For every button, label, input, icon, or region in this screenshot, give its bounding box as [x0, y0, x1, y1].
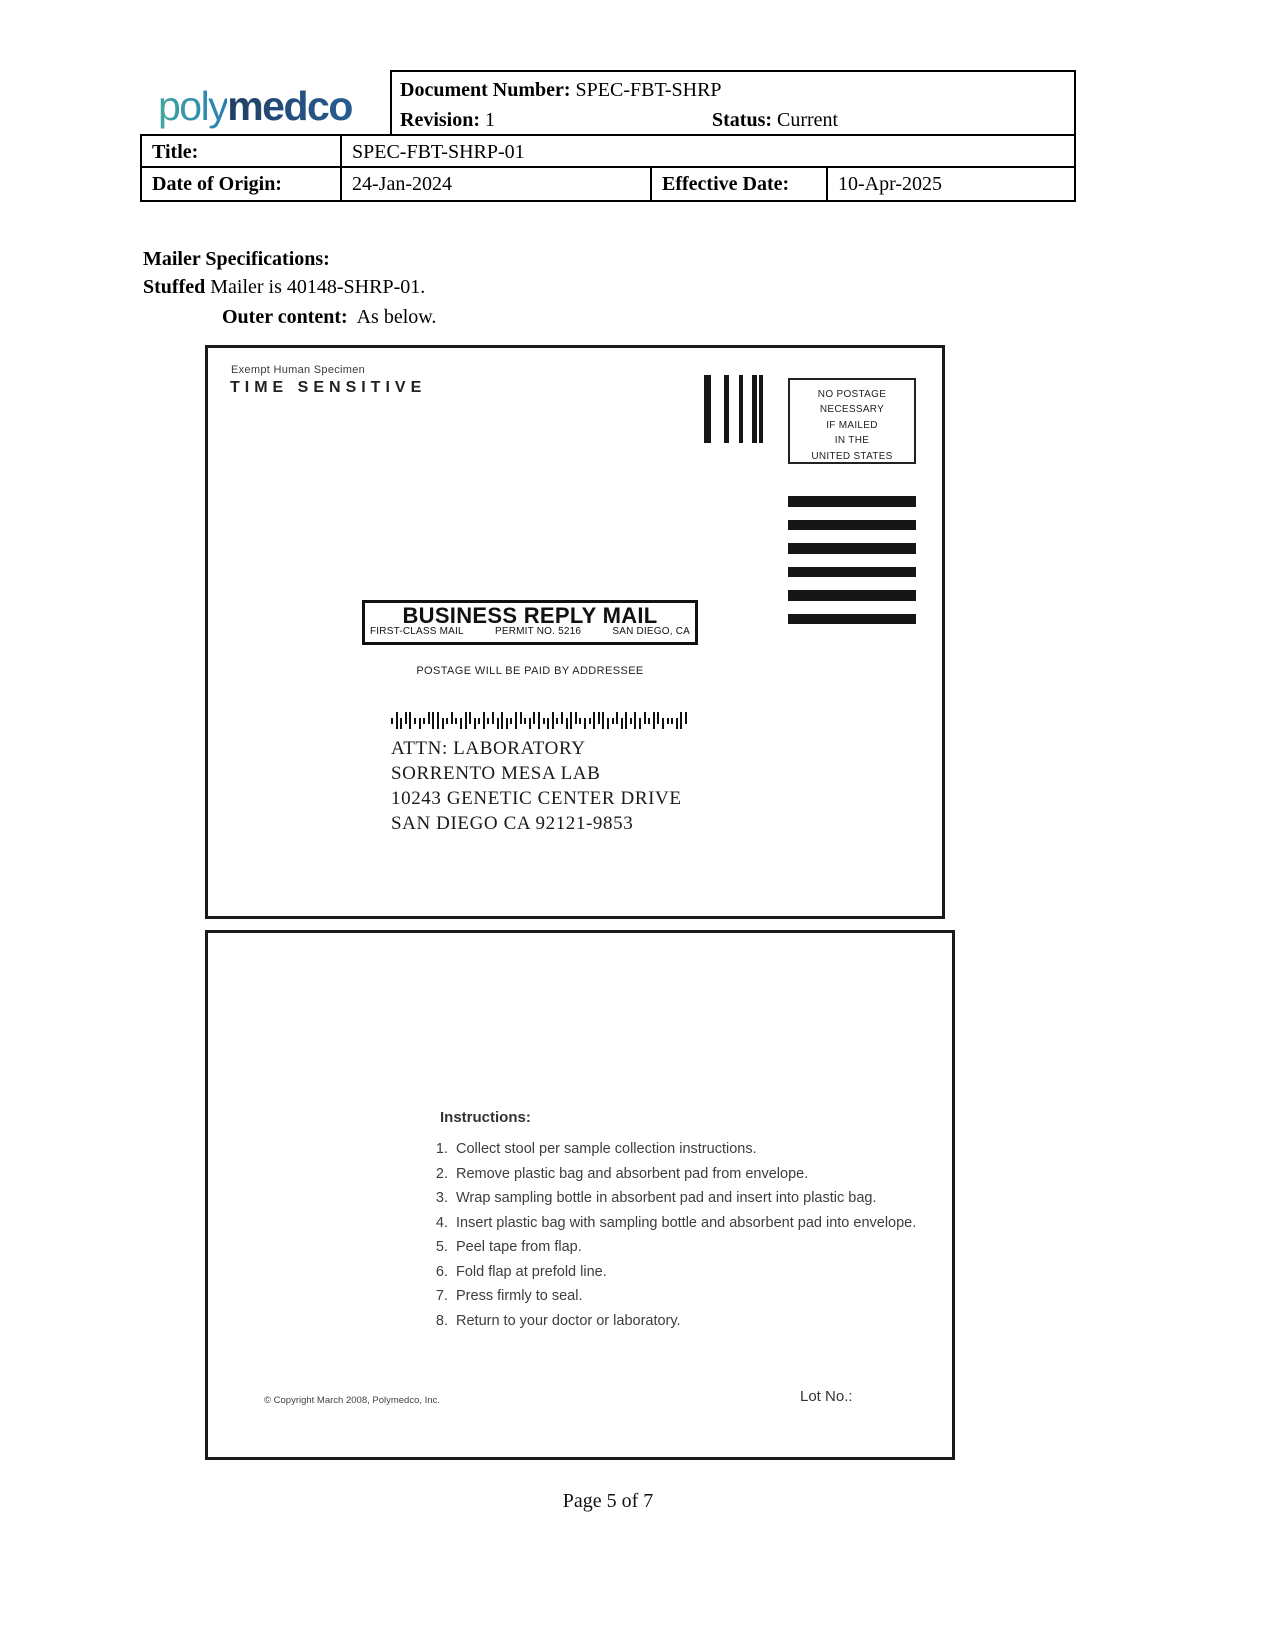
logo-medco-text: medco	[227, 83, 352, 129]
business-reply-mail-title: BUSINESS REPLY MAIL	[402, 603, 658, 628]
instruction-item: 3. Wrap sampling bottle in absorbent pad and insert into plastic bag.	[452, 1186, 916, 1211]
exempt-specimen-text: Exempt Human Specimen	[231, 364, 366, 376]
no-postage-line: UNITED STATES	[811, 450, 893, 462]
date-row	[140, 166, 1076, 202]
instruction-item: 1. Collect stool per sample collection instructions.	[452, 1137, 916, 1162]
instruction-item: 6. Fold flap at prefold line.	[452, 1260, 916, 1285]
date-origin-label: Date of Origin:	[142, 168, 342, 200]
date-origin-value: 24-Jan-2024	[342, 168, 652, 200]
instructions-heading: Instructions:	[440, 1109, 531, 1126]
no-postage-line: NECESSARY	[819, 404, 885, 416]
business-reply-mail-box	[362, 600, 698, 645]
first-class-mail-text: FIRST-CLASS MAIL	[370, 626, 464, 637]
document-number-line	[400, 75, 1066, 105]
document-number-label: Document Number:	[400, 79, 571, 101]
effective-date-value: 10-Apr-2025	[838, 173, 943, 195]
reply-mailer-envelope	[205, 345, 945, 919]
time-sensitive-text: TIME SENSITIVE	[230, 379, 427, 396]
title-label: Title:	[142, 136, 342, 166]
outer-content-line	[222, 304, 436, 330]
outer-content-rest: As below.	[347, 306, 437, 328]
instruction-item: 5. Peel tape from flap.	[452, 1235, 916, 1260]
title-value: SPEC-FBT-SHRP-01	[352, 141, 525, 163]
address-line: SORRENTO MESA LAB	[391, 763, 601, 784]
instruction-item: 4. Insert plastic bag with sampling bottle and absorbent pad into envelope.	[452, 1211, 916, 1236]
document-number-cell	[390, 70, 1076, 136]
postal-stripes-icon	[788, 496, 916, 637]
revision-value: 1	[485, 109, 495, 131]
business-reply-mail-subtitle	[365, 626, 695, 637]
instruction-item: 8. Return to your doctor or laboratory.	[452, 1309, 916, 1334]
document-number-value: SPEC-FBT-SHRP	[575, 79, 722, 101]
stuffed-rest: Mailer is 40148-SHRP-01.	[205, 276, 426, 298]
intelligent-mail-barcode-icon	[391, 712, 690, 729]
permit-number-text: PERMIT NO. 5216	[494, 626, 582, 637]
facing-bars-icon	[704, 375, 763, 443]
permit-city-text: SAN DIEGO, CA	[612, 626, 690, 637]
address-block	[391, 736, 682, 836]
mailer-specifications-heading: Mailer Specifications:	[143, 248, 330, 270]
no-postage-line: IF MAILED	[826, 419, 878, 431]
polymedco-logo	[158, 83, 352, 129]
status-value: Current	[777, 109, 839, 131]
revision-label: Revision:	[400, 109, 480, 131]
status-pair	[712, 105, 838, 135]
instructions-panel	[205, 930, 955, 1460]
lot-number-label: Lot No.:	[800, 1388, 853, 1405]
instruction-item: 7. Press firmly to seal.	[452, 1284, 916, 1309]
status-label: Status:	[712, 109, 773, 131]
header-table	[140, 70, 1076, 202]
copyright-text: © Copyright March 2008, Polymedco, Inc.	[264, 1395, 440, 1406]
stuffed-mailer-line	[143, 274, 425, 300]
title-row	[140, 134, 1076, 168]
address-line: 10243 GENETIC CENTER DRIVE	[391, 788, 682, 809]
postage-paid-text: POSTAGE WILL BE PAID BY ADDRESSEE	[416, 665, 644, 677]
outer-content-label: Outer content:	[222, 306, 348, 328]
stuffed-bold: Stuffed	[143, 276, 206, 298]
no-postage-box	[788, 378, 916, 464]
address-line: ATTN: LABORATORY	[391, 738, 586, 759]
instruction-item: 2. Remove plastic bag and absorbent pad from envelope.	[452, 1162, 916, 1187]
revision-status-line	[400, 105, 1066, 135]
no-postage-line: NO POSTAGE	[817, 389, 887, 400]
instructions-list	[426, 1137, 916, 1333]
logo-poly-text: poly	[158, 83, 228, 129]
address-line: SAN DIEGO CA 92121-9853	[391, 813, 634, 834]
effective-date-label: Effective Date:	[652, 168, 828, 200]
page-number: Page 5 of 7	[562, 1490, 654, 1512]
no-postage-line: IN THE	[834, 435, 870, 447]
